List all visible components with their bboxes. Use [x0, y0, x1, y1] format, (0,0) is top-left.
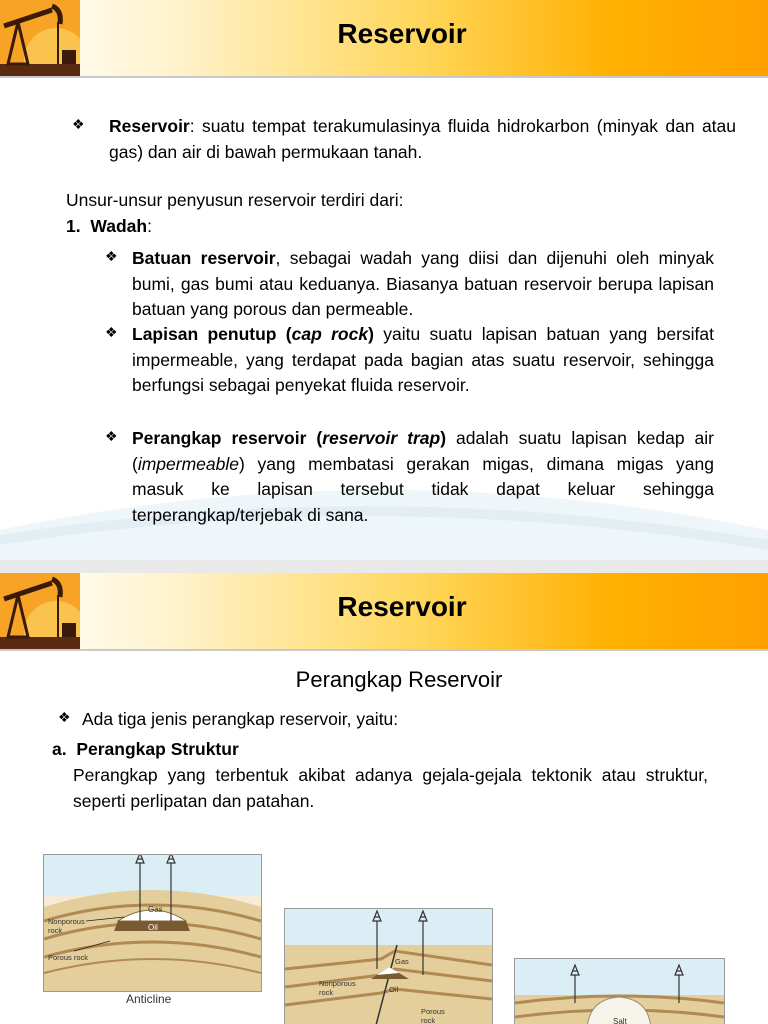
- figure-caption: Anticline: [126, 992, 172, 1006]
- figure-label: Nonporous rock: [319, 979, 356, 997]
- salt-dome-diagram: [514, 958, 725, 1024]
- diamond-bullet-icon: ❖: [105, 248, 118, 264]
- list-item: Batuan reservoir, sebagai wadah yang diisi dan dijenuhi oleh minyak bumi, gas bumi atau keduanya. Biasanya batuan reservoir berupa lapisan batuan yang porous dan permeable.: [132, 248, 714, 319]
- slide-title: Reservoir: [337, 591, 467, 622]
- figure-label: Oil: [148, 923, 158, 932]
- section-subtitle: Perangkap Reservoir: [295, 667, 503, 692]
- figure-label: Gas: [395, 957, 409, 966]
- figure-label: Oil: [389, 985, 399, 994]
- components-lead: Unsur-unsur penyusun reservoir terdiri dari:: [66, 190, 404, 210]
- figure-label: Porous rock: [48, 953, 89, 962]
- section-heading: a. Perangkap Struktur: [52, 739, 239, 759]
- slide-header: [0, 0, 768, 76]
- figure-label: Gas: [148, 905, 163, 914]
- figure-label: Nonporous rock: [48, 917, 85, 935]
- slide-header: [0, 573, 768, 649]
- header-divider: [0, 649, 768, 651]
- slide-title: Reservoir: [337, 18, 467, 49]
- figure-label: Porous rock: [421, 1007, 445, 1024]
- anticline-diagram: [43, 854, 262, 992]
- trap-types-lead: Ada tiga jenis perangkap reservoir, yaitu:: [82, 709, 399, 729]
- figure-label: Salt: [613, 1017, 627, 1024]
- slide-separator: [0, 560, 768, 573]
- header-divider: [0, 76, 768, 78]
- slide-2: [0, 573, 768, 1024]
- diamond-bullet-icon: ❖: [105, 324, 118, 340]
- reservoir-definition: Reservoir: suatu tempat terakumulasinya fluida hidrokarbon (minyak dan atau gas) dan air di bawah permukaan tanah.: [109, 116, 736, 162]
- diamond-bullet-icon: ❖: [58, 709, 71, 725]
- section-heading: 1. Wadah:: [66, 216, 152, 236]
- list-item: Lapisan penutup (cap rock) yaitu suatu lapisan batuan yang bersifat impermeable, yang terdapat pada bagian atas suatu reservoir, sehingga berfungsi sebagai penyekat fluida reservoir.: [132, 324, 714, 395]
- structural-trap-description: Perangkap yang terbentuk akibat adanya gejala-gejala tektonik atau struktur, seperti perlipatan dan patahan.: [73, 765, 708, 811]
- fault-trap-diagram: [284, 908, 493, 1024]
- list-item: Perangkap reservoir (reservoir trap) adalah suatu lapisan kedap air (impermeable) yang membatasi gerakan migas, dimana migas yang masuk ke lapisan tersebut tidak dapat keluar sehingga terperangkap/terjebak di sana.: [132, 428, 714, 525]
- diamond-bullet-icon: ❖: [72, 116, 85, 132]
- diamond-bullet-icon: ❖: [105, 428, 118, 444]
